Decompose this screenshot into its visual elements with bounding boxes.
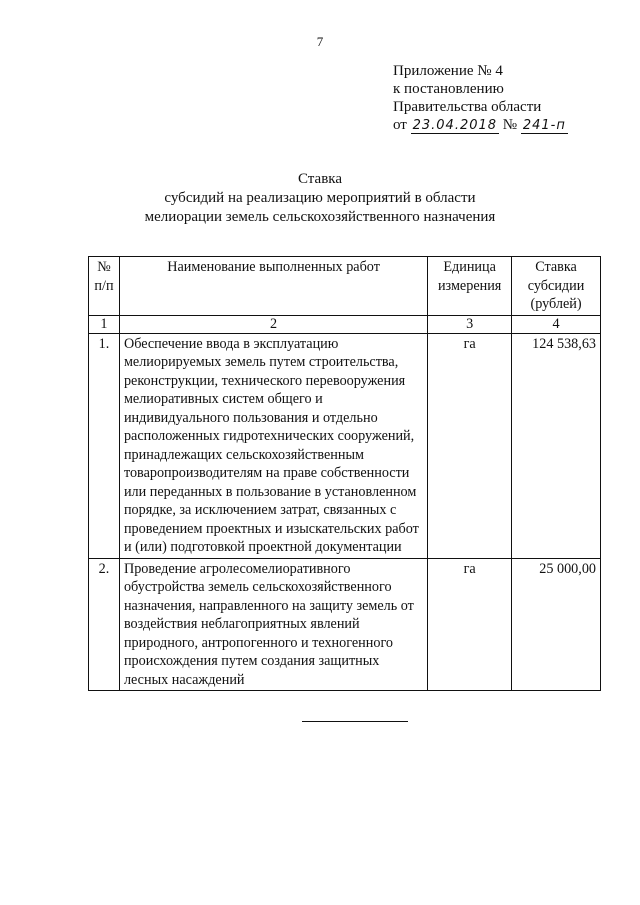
appendix-line-3: Правительства области [393,99,542,115]
closing-rule [302,721,408,722]
row-num: 1. [89,333,120,558]
subsidy-rates-table [88,256,601,691]
title-line-2: субсидий на реализацию мероприятий в области [164,190,476,206]
table-index-row [89,315,601,333]
date-prefix: от [393,117,407,133]
row-rate: 25 000,00 [512,558,601,691]
appendix-line-2: к постановлению [393,81,504,97]
row-unit: га [428,333,512,558]
appendix-date-line [393,116,623,135]
row-num: 2. [89,558,120,691]
header-unit: Единица измерения [428,257,512,316]
appendix-block [393,62,623,135]
index-cell: 3 [428,315,512,333]
handwritten-number: 241-п [522,118,566,133]
page-number: 7 [316,34,324,49]
table-row [89,558,601,691]
header-rate: Ставка субсидии (рублей) [512,257,601,316]
appendix-line-1: Приложение № 4 [393,63,503,79]
row-rate: 124 538,63 [512,333,601,558]
header-num: № п/п [89,257,120,316]
index-cell: 2 [119,315,427,333]
handwritten-date: 23.04.2018 [412,118,498,133]
row-unit: га [428,558,512,691]
title-line-3: мелиорации земель сельскохозяйственного назначения [144,209,496,225]
index-cell: 1 [89,315,120,333]
title-line-1: Ставка [297,171,342,187]
index-cell: 4 [512,315,601,333]
row-name: Обеспечение ввода в эксплуатацию мелиорируемых земель путем строительства, реконструкции, технического перевооружения мелиоративных систем общего и индивидуального пользования и отдельно расположенных гидротехнических сооружений, принадлежащих сельскохозяйственным товаропроизводителям на праве собственности или переданных в пользование в установленном порядке, за исключением затрат, связанных с проведением проектных и изыскательских работ и (или) подготовкой проектной документации [119,333,427,558]
table-row [89,333,601,558]
header-name: Наименование выполненных работ [119,257,427,316]
document-title [0,170,640,227]
number-prefix: № [502,117,518,133]
table-header-row [89,257,601,316]
row-name: Проведение агролесомелиоративного обустройства земель сельскохозяйственного назначения, направленного на защиту земель от воздействия неблагоприятных явлений природного, антропогенного и техногенного происхождения путем создания защитных лесных насаждений [119,558,427,691]
